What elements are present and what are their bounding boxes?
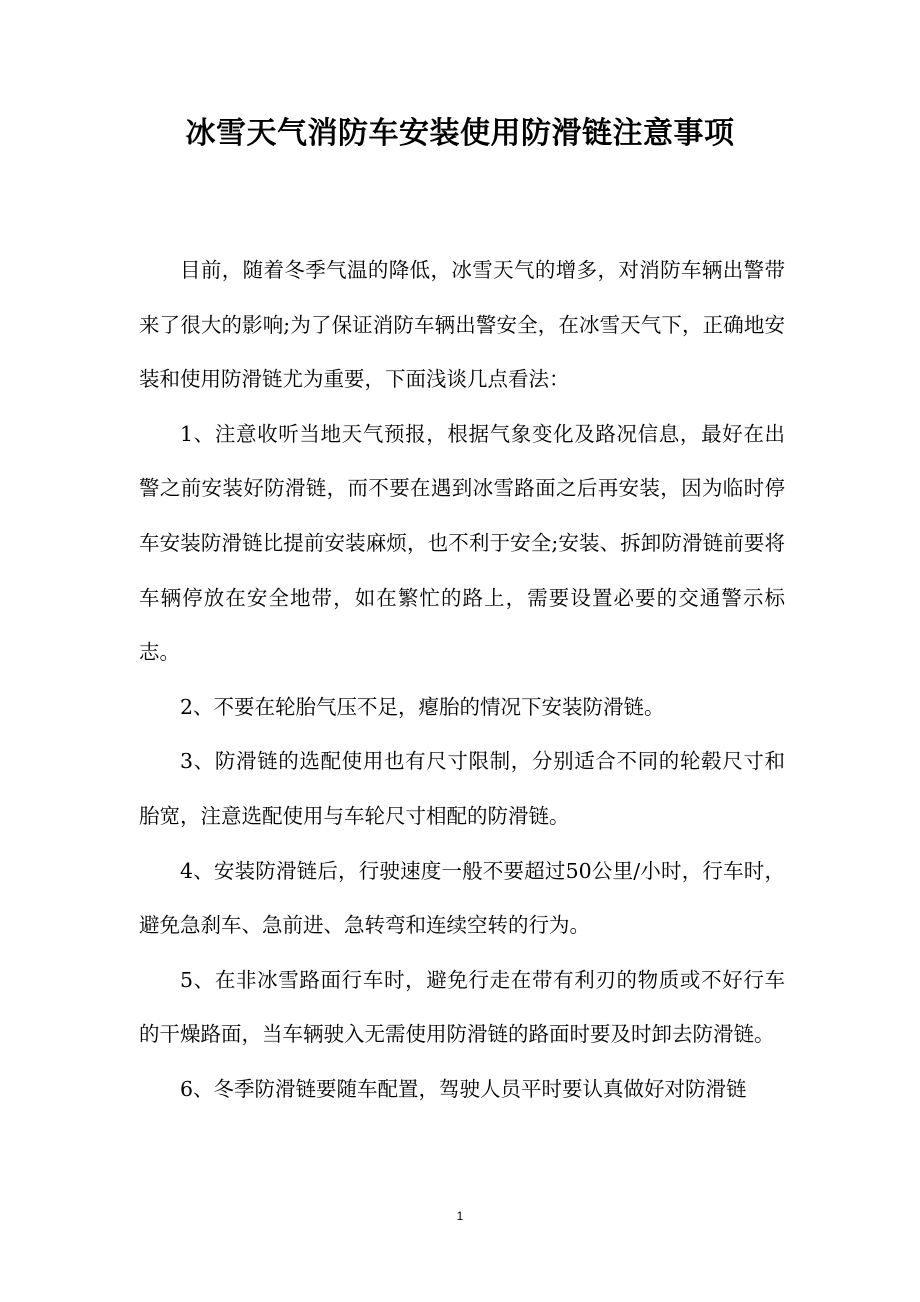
paragraph-item-6: 6、冬季防滑链要随车配置，驾驶人员平时要认真做好对防滑链 — [180, 1076, 747, 1101]
page-number: 1 — [456, 1209, 464, 1223]
paragraph-item-5: 5、在非冰雪路面行车时，避免行走在带有利刃的物质或不好行车的干燥路面，当车辆驶入无需使用防滑链的路面时要及时卸去防滑链。 — [139, 967, 785, 1047]
paragraph-item-1: 1、注意收听当地天气预报，根据气象变化及路况信息，最好在出警之前安装好防滑链，而不要在遇到冰雪路面之后再安装，因为临时停车安装防滑链比提前安装麻烦，也不利于安全;安装、拆卸防滑链前要将车辆停放在安全地带，如在繁忙的路上，需要设置必要的交通警示标志。 — [139, 421, 785, 665]
document-body — [139, 243, 785, 1117]
document-title: 冰雪天气消防车安装使用防滑链注意事项 — [185, 116, 735, 151]
paragraph-item-4: 4、安装防滑链后，行驶速度一般不要超过50公里/小时，行车时，避免急刹车、急前进、急转弯和连续空转的行为。 — [139, 858, 785, 938]
paragraph-item-2: 2、不要在轮胎气压不足，瘪胎的情况下安装防滑链。 — [180, 694, 665, 719]
paragraph-item-3: 3、防滑链的选配使用也有尺寸限制，分别适合不同的轮毂尺寸和胎宽，注意选配使用与车轮尺寸相配的防滑链。 — [139, 749, 785, 828]
paragraph-intro: 目前，随着冬季气温的降低，冰雪天气的增多，对消防车辆出警带来了很大的影响;为了保证消防车辆出警安全，在冰雪天气下，正确地安装和使用防滑链尤为重要，下面浅谈几点看法： — [139, 258, 785, 392]
